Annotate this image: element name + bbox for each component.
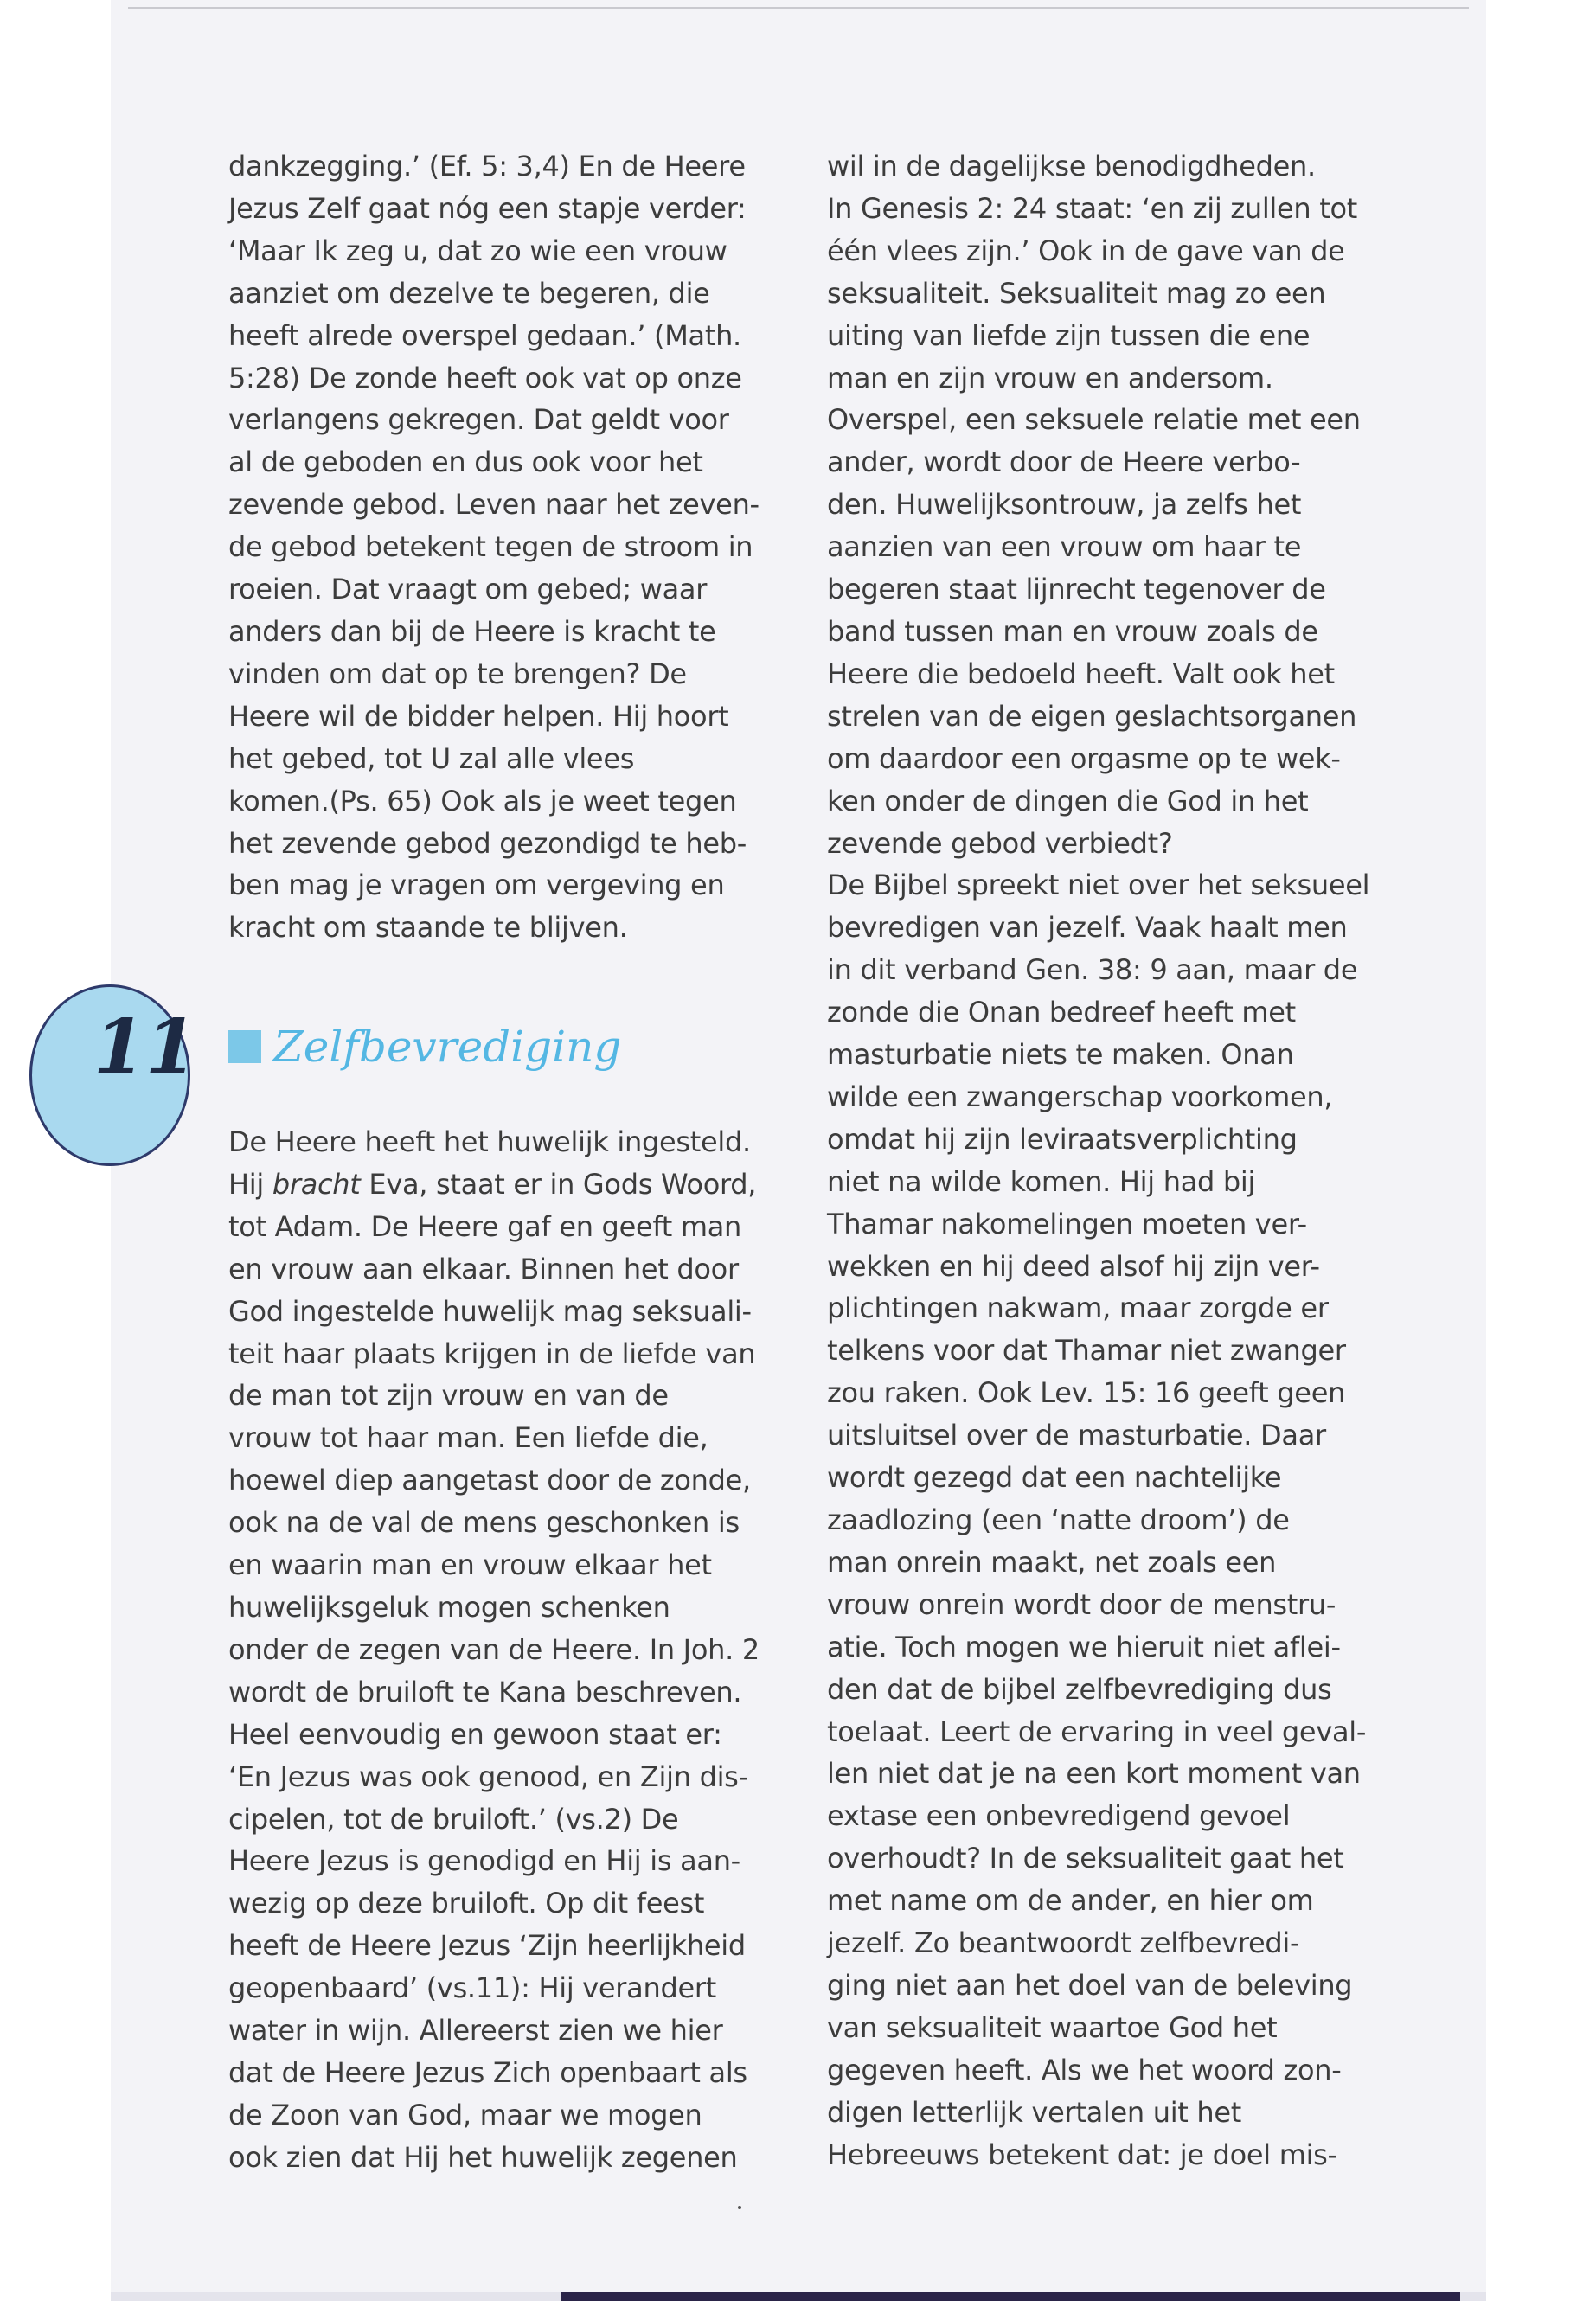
text-line: met name om de ander, en hier om — [827, 1884, 1314, 1918]
text-line: kracht om staande te blijven. — [228, 911, 628, 945]
intro-paragraph — [228, 145, 782, 949]
text-line: begeren staat lijnrecht tegenover de — [827, 573, 1326, 606]
right-column — [827, 145, 1381, 2176]
text-line: heeft alrede overspel gedaan.’ (Math. — [228, 318, 741, 352]
text-line: uiting van liefde zijn tussen die ene — [827, 318, 1311, 352]
text-line: in dit verband Gen. 38: 9 aan, maar de — [827, 953, 1358, 987]
text-line: ander, wordt door de Heere verbo- — [827, 445, 1301, 479]
text-line: man onrein maakt, net zoals een — [827, 1545, 1277, 1579]
text-line: wordt gezegd dat een nachtelijke — [827, 1461, 1282, 1495]
text-line: verlangens gekregen. Dat geldt voor — [228, 403, 729, 437]
text-line: roeien. Dat vraagt om gebed; waar — [228, 573, 708, 606]
text-line: Heere die bedoeld heeft. Valt ook het — [827, 657, 1335, 690]
text-line: aanzien van een vrouw om haar te — [827, 530, 1302, 564]
text-line: geopenbaard’ (vs.11): Hij verandert — [228, 1971, 716, 2005]
text-line: ook zien dat Hij het huwelijk zegenen — [228, 2140, 738, 2174]
text-line: jezelf. Zo beantwoordt zelfbevredi- — [827, 1926, 1300, 1960]
text-line: den dat de bijbel zelfbevrediging dus — [827, 1672, 1332, 1706]
text-line: heeft de Heere Jezus ‘Zijn heerlijkheid — [228, 1929, 746, 1963]
text-line: 5:28) De zonde heeft ook vat op onze — [228, 361, 742, 394]
text-line: man en zijn vrouw en andersom. — [827, 361, 1273, 394]
text-line: den. Huwelijksontrouw, ja zelfs het — [827, 488, 1302, 522]
text-line: De Heere heeft het huwelijk ingesteld. — [228, 1125, 751, 1158]
text-line: Overspel, een seksuele relatie met een — [827, 403, 1361, 437]
chapter-number: 11 — [93, 1003, 197, 1091]
text-line: overhoudt? In de seksualiteit gaat het — [827, 1842, 1344, 1875]
text-line: teit haar plaats krijgen in de liefde van — [228, 1336, 756, 1370]
text-line: ken onder de dingen die God in het — [827, 784, 1309, 817]
text-line: band tussen man en vrouw zoals de — [827, 614, 1318, 648]
text-fragment: Hij — [228, 1167, 272, 1201]
text-line: de gebod betekent tegen de stroom in — [228, 530, 753, 564]
left-column-section — [228, 1121, 782, 2179]
text-line: len niet dat je na een kort moment van — [827, 1757, 1361, 1791]
text-line: atie. Toch mogen we hieruit niet aflei- — [827, 1630, 1341, 1663]
text-line: vinden om dat op te brengen? De — [228, 657, 687, 690]
text-line: de man tot zijn vrouw en van de — [228, 1379, 669, 1413]
text-line: wordt de bruiloft te Kana beschreven. — [228, 1675, 742, 1708]
text-line: ook na de val de mens geschonken is — [228, 1506, 740, 1540]
text-line: strelen van de eigen geslachtsorganen — [827, 699, 1357, 733]
text-line: Hebreeuws betekent dat: je doel mis- — [827, 2138, 1337, 2171]
text-line: Heere Jezus is genodigd en Hij is aan- — [228, 1844, 740, 1878]
text-line: uitsluitsel over de masturbatie. Daar — [827, 1419, 1326, 1452]
text-line: ging niet aan het doel van de beleving — [827, 1968, 1353, 2002]
text-line: anders dan bij de Heere is kracht te — [228, 614, 716, 648]
text-fragment: Eva, staat er in Gods Woord, — [360, 1167, 757, 1201]
text-line: zou raken. Ook Lev. 15: 16 geeft geen — [827, 1376, 1346, 1410]
text-line: dat de Heere Jezus Zich openbaart als — [228, 2055, 747, 2089]
text-line: In Genesis 2: 24 staat: ‘en zij zullen tot — [827, 191, 1358, 225]
text-line: plichtingen nakwam, maar zorgde er — [827, 1292, 1329, 1325]
text-line: onder de zegen van de Heere. In Joh. 2 — [228, 1632, 760, 1666]
text-line: Jezus Zelf gaat nóg een stapje verder: — [228, 191, 747, 225]
text-line: cipelen, tot de bruiloft.’ (vs.2) De — [228, 1802, 679, 1836]
text-line: zaadlozing (een ‘natte droom’) de — [827, 1503, 1290, 1536]
text-line: zevende gebod verbiedt? — [827, 826, 1173, 860]
text-line: om daardoor een orgasme op te wek- — [827, 741, 1341, 775]
text-line: het zevende gebod gezondigd te heb- — [228, 826, 747, 860]
text-line: ‘Maar Ik zeg u, dat zo wie een vrouw — [228, 234, 727, 267]
text-line: Heere wil de bidder helpen. Hij hoort — [228, 699, 729, 733]
section-heading — [228, 1022, 622, 1072]
text-line: gegeven heeft. Als we het woord zon- — [827, 2053, 1342, 2086]
text-line: huwelijksgeluk mogen schenken — [228, 1590, 670, 1624]
heading-square-icon — [228, 1030, 261, 1063]
text-line: één vlees zijn.’ Ook in de gave van de — [827, 234, 1345, 267]
text-line: komen.(Ps. 65) Ook als je weet tegen — [228, 784, 737, 817]
text-line: de Zoon van God, maar we mogen — [228, 2098, 702, 2131]
text-line: van seksualiteit waartoe God het — [827, 2010, 1278, 2044]
text-line: extase een onbevredigend gevoel — [827, 1799, 1291, 1833]
text-line: bevredigen van jezelf. Vaak haalt men — [827, 911, 1348, 945]
text-line: aanziet om dezelve te begeren, die — [228, 276, 710, 310]
text-line: wil in de dagelijkse benodigdheden. — [827, 150, 1316, 183]
text-line: omdat hij zijn leviraatsverplichting — [827, 1122, 1298, 1156]
text-line: De Bijbel spreekt niet over het seksueel — [827, 868, 1370, 902]
text-line: Thamar nakomelingen moeten ver- — [827, 1207, 1307, 1240]
text-line: en vrouw aan elkaar. Binnen het door — [228, 1252, 739, 1285]
text-line: telkens voor dat Thamar niet zwanger — [827, 1334, 1346, 1368]
text-line: zonde die Onan bedreef heeft met — [827, 996, 1296, 1029]
text-line: wilde een zwangerschap voorkomen, — [827, 1080, 1333, 1113]
page-dot — [738, 2206, 741, 2209]
text-line: ben mag je vragen om vergeving en — [228, 868, 725, 902]
text-line: ‘En Jezus was ook genood, en Zijn dis- — [228, 1759, 748, 1793]
text-line: zevende gebod. Leven naar het zeven- — [228, 488, 760, 522]
section-heading-text: Zelfbevrediging — [273, 1022, 622, 1072]
section-lines — [228, 1206, 782, 2179]
text-line: masturbatie niets te maken. Onan — [827, 1038, 1294, 1072]
text-line: water in wijn. Allereerst zien we hier — [228, 2014, 723, 2048]
text-line: niet na wilde komen. Hij had bij — [827, 1164, 1256, 1198]
text-line: hoewel diep aangetast door de zonde, — [228, 1464, 751, 1497]
text-line: God ingestelde huwelijk mag seksuali- — [228, 1294, 752, 1328]
book-page — [93, 0, 1486, 2301]
text-line: toelaat. Leert de ervaring in veel geval- — [827, 1715, 1367, 1748]
right-paragraph — [827, 145, 1381, 2176]
text-line: wekken en hij deed alsof hij zijn ver- — [827, 1249, 1320, 1283]
text-line: tot Adam. De Heere gaf en geeft man — [228, 1209, 742, 1243]
bottom-bar — [561, 2292, 1460, 2301]
left-column — [228, 145, 782, 949]
text-line: het gebed, tot U zal alle vlees — [228, 741, 635, 775]
section-paragraph — [228, 1121, 782, 2179]
text-line: vrouw tot haar man. Een liefde die, — [228, 1421, 708, 1455]
text-line: en waarin man en vrouw elkaar het — [228, 1548, 712, 1582]
text-line: vrouw onrein wordt door de menstru- — [827, 1587, 1336, 1621]
text-line: al de geboden en dus ook voor het — [228, 445, 703, 479]
text-line: dankzegging.’ (Ef. 5: 3,4) En de Heere — [228, 150, 746, 183]
text-line: seksualiteit. Seksualiteit mag zo een — [827, 276, 1326, 310]
text-line: wezig op deze bruiloft. Op dit feest — [228, 1887, 705, 1920]
text-line — [228, 1163, 782, 1206]
top-rule — [128, 7, 1469, 9]
text-line: digen letterlijk vertalen uit het — [827, 2095, 1242, 2129]
emphasis-text: bracht — [272, 1167, 361, 1201]
text-line: Heel eenvoudig en gewoon staat er: — [228, 1717, 722, 1751]
